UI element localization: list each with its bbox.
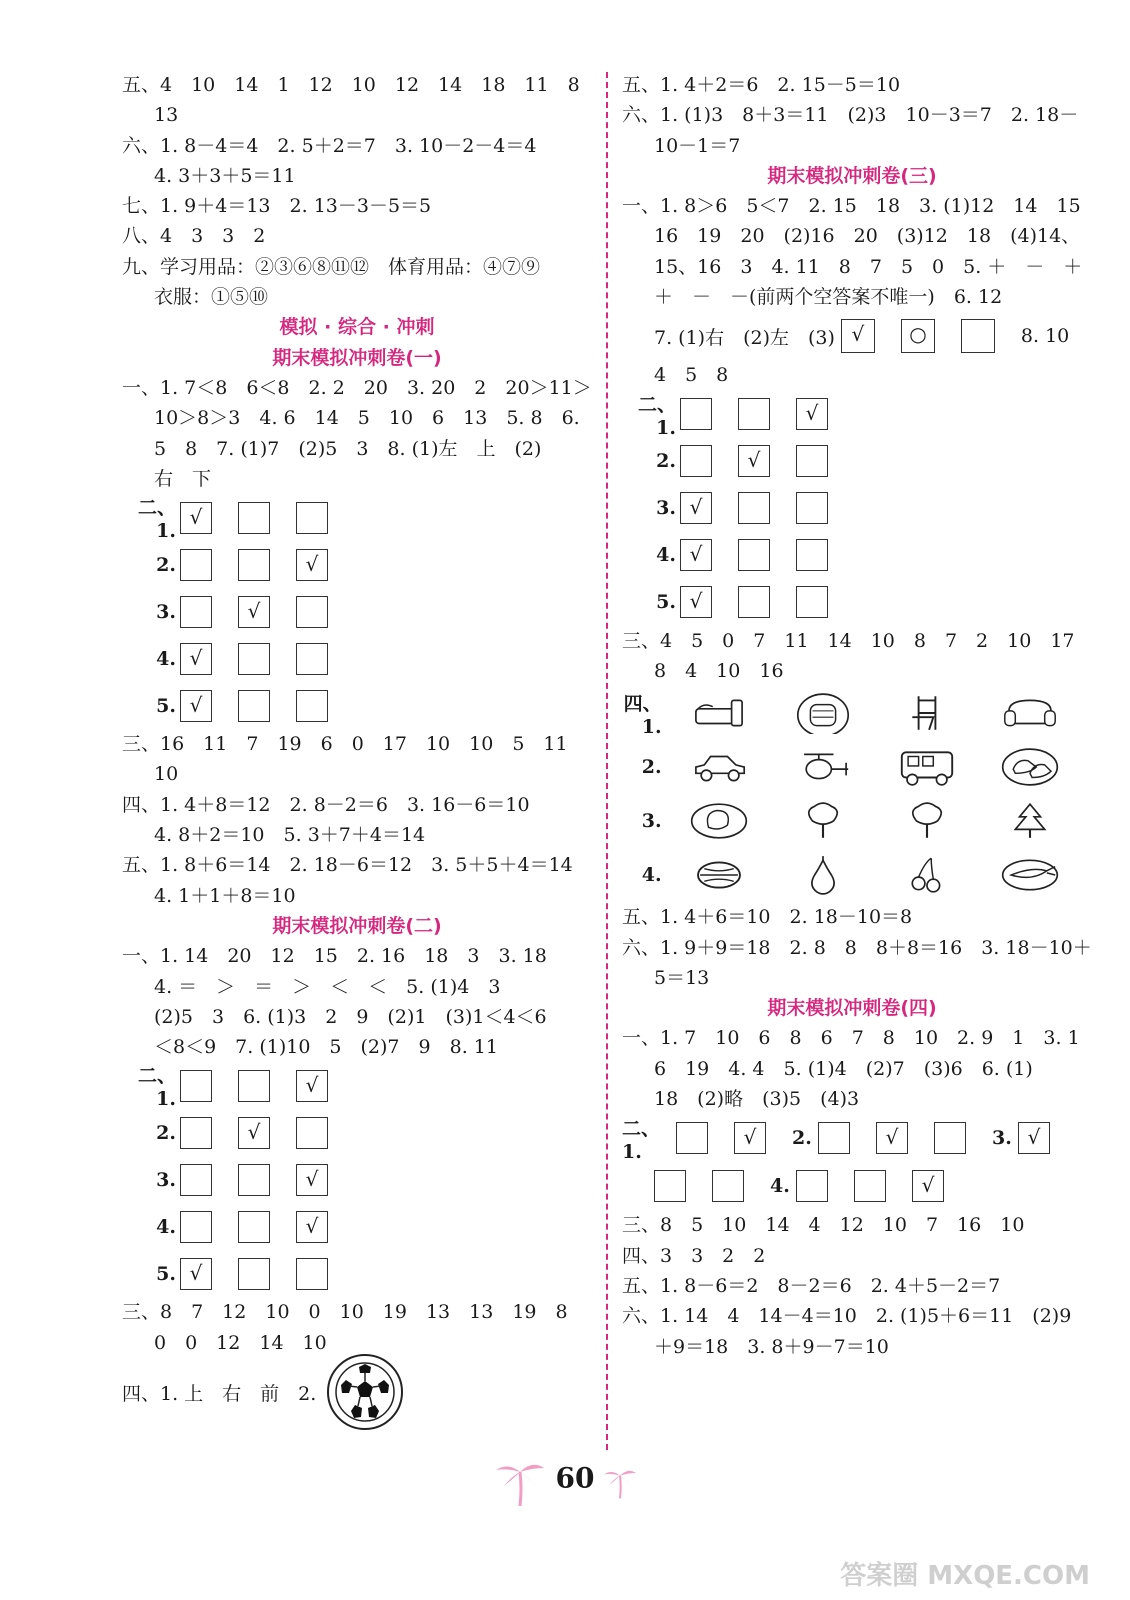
answer-box: [738, 539, 770, 571]
answer-line: 4. 1＋1＋8＝10: [154, 884, 296, 907]
answer-line: ＋ － －(前两个空答案不唯一) 6. 12: [654, 286, 1003, 309]
answer-line: 六、1. 14 4 14－4＝10 2. (1)5＋6＝11 (2)9: [622, 1305, 1072, 1328]
checkbox-row: [122, 541, 592, 588]
answer-line: 四、1. 4＋8＝12 2. 8－2＝6 3. 16－6＝10: [122, 793, 530, 816]
answer-line: 16 19 20 (2)16 20 (3)12 18 (4)14、: [654, 225, 1081, 248]
checkbox-row: [622, 438, 1082, 485]
answer-box: √: [738, 445, 770, 477]
question-number: 4.: [656, 544, 676, 567]
answer-box: [738, 586, 770, 618]
answer-box: [712, 1170, 744, 1202]
carrot-icon: [978, 854, 1082, 896]
question-number: 4.: [770, 1175, 790, 1198]
question-number: 2.: [641, 756, 662, 779]
answer-box: [238, 1258, 270, 1290]
exam-title: 期末模拟冲刺卷(四): [767, 997, 937, 1020]
exam-title: 期末模拟冲刺卷(三): [767, 164, 937, 187]
answer-line: 五、1. 4＋6＝10 2. 18－10＝8: [622, 906, 913, 929]
question-number: 3.: [656, 497, 676, 520]
answer-box: [296, 596, 328, 628]
answer-line: 15、16 3 4. 11 8 7 5 0 5. ＋ － ＋: [654, 255, 1083, 278]
answer-line: 5＝13: [654, 966, 710, 989]
answer-line: 13: [154, 104, 179, 127]
answer-box: √: [180, 643, 212, 675]
answer-box: √: [680, 539, 712, 571]
tree-icon: [875, 800, 979, 842]
answer-line: 10＞8＞3 4. 6 14 5 10 6 13 5. 8 6.: [154, 407, 580, 430]
answer-box: √: [841, 319, 875, 353]
answer-box: [180, 1211, 212, 1243]
answer-line: 4. 8＋2＝10 5. 3＋7＋4＝14: [154, 824, 426, 847]
checkbox-grid: [122, 494, 592, 729]
answer-line: 五、1. 8＋6＝14 2. 18－6＝12 3. 5＋5＋4＝14: [122, 854, 573, 877]
tree-icon: [771, 800, 875, 842]
checkbox-row: [622, 485, 1082, 532]
answer-box: [180, 1070, 212, 1102]
answer-box: √: [296, 1164, 328, 1196]
pine-tree-icon: [978, 800, 1082, 842]
question-number: 5.: [156, 1262, 176, 1285]
answer-box: √: [734, 1122, 766, 1154]
rice-cooker-icon: [771, 692, 875, 734]
answer-box: [654, 1170, 686, 1202]
answer-box: [238, 502, 270, 534]
answer-box: √: [680, 586, 712, 618]
answer-line: 6 19 4. 4 5. (1)4 (2)7 (3)6 6. (1): [654, 1057, 1033, 1080]
question-number: 3.: [156, 600, 176, 623]
answer-box: [818, 1122, 850, 1154]
checkbox-row: [122, 682, 592, 729]
right-column: [622, 70, 1092, 1362]
palm-tree-icon: [490, 1458, 550, 1508]
checkbox-row: [622, 579, 1082, 626]
picture-row: [622, 686, 1082, 740]
question-number: 4.: [156, 647, 176, 670]
watermelon-icon: [668, 854, 772, 896]
section-heading: 模拟 · 综合 · 冲刺: [279, 316, 435, 339]
answer-box: [680, 445, 712, 477]
sofa-icon: [978, 692, 1082, 734]
answer-box: [296, 643, 328, 675]
answer-box: [238, 690, 270, 722]
answer-box: [238, 1070, 270, 1102]
checkbox-grid: [122, 1062, 592, 1297]
bed-icon: [668, 692, 772, 734]
exam-title: 期末模拟冲刺卷(一): [272, 346, 442, 369]
answer-line: 五、4 10 14 1 12 10 12 14 18 11 8: [122, 74, 580, 96]
question-number: 3.: [641, 810, 662, 833]
question-number: 二、1.: [637, 393, 676, 439]
checkbox-row: [122, 494, 592, 541]
answer-line: 五、1. 4＋2＝6 2. 15－5＝10: [622, 74, 901, 96]
soccer-ball-icon: [326, 1353, 404, 1435]
answer-box: √: [296, 1070, 328, 1102]
question-number: 4.: [156, 1215, 176, 1238]
watermark: 答案圈 MXQE.COM: [840, 1561, 1090, 1591]
answer-box: [238, 1164, 270, 1196]
answer-box: [854, 1170, 886, 1202]
question-number: 5.: [156, 694, 176, 717]
answer-box: [738, 398, 770, 430]
shoes-icon: [978, 746, 1082, 788]
answer-line: 4 5 8: [654, 364, 729, 387]
helicopter-icon: [771, 746, 875, 788]
answer-line: 0 0 12 14 10: [154, 1331, 327, 1354]
answer-box: √: [180, 1258, 212, 1290]
answer-line: 一、1. 7 10 6 8 6 7 8 10 2. 9 1 3. 1: [622, 1027, 1080, 1050]
exam-title: 期末模拟冲刺卷(二): [272, 914, 442, 937]
answer-line: 一、1. 8＞6 5＜7 2. 15 18 3. (1)12 14 15: [622, 195, 1081, 218]
answer-line: 八、4 3 3 2: [122, 225, 266, 248]
van-icon: [875, 746, 979, 788]
picture-row: [622, 794, 1082, 848]
question-number: 2.: [156, 1121, 176, 1144]
question-number: 2.: [156, 553, 176, 576]
answer-box: [180, 596, 212, 628]
answer-box: [296, 1258, 328, 1290]
answer-box: √: [680, 492, 712, 524]
answer-box: ○: [901, 319, 935, 353]
answer-box: √: [180, 502, 212, 534]
answer-box: [180, 549, 212, 581]
answer-box: [238, 549, 270, 581]
checkbox-row: [122, 1250, 592, 1297]
answer-line: 4. 3＋3＋5＝11: [154, 164, 296, 187]
answer-line: 一、1. 14 20 12 15 2. 16 18 3 3. 18: [122, 945, 547, 968]
question-number: 2.: [656, 450, 676, 473]
picture-row: [622, 740, 1082, 794]
checkbox-row: [122, 1203, 592, 1250]
answer-line: 8 4 10 16: [654, 659, 784, 682]
answer-line: 10－1＝7: [654, 134, 741, 157]
answer-line: (2)5 3 6. (1)3 2 9 (2)1 (3)1＜4＜6: [154, 1005, 547, 1028]
palm-tree-icon: [600, 1465, 640, 1501]
answer-line: 三、8 5 10 14 4 12 10 7 16 10: [622, 1214, 1025, 1237]
answer-box: √: [876, 1122, 908, 1154]
answer-box: [296, 1117, 328, 1149]
question-number: 二、1.: [137, 497, 176, 543]
question-number: 二、1.: [622, 1117, 661, 1163]
answer-line: ＜8＜9 7. (1)10 5 (2)7 9 8. 11: [154, 1036, 498, 1059]
question-number: 二、1.: [137, 1065, 176, 1111]
answer-line: 三、4 5 0 7 11 14 10 8 7 2 10 17: [622, 629, 1075, 652]
checkbox-row: [622, 391, 1082, 438]
checkbox-row: [122, 588, 592, 635]
checkbox-row: [122, 635, 592, 682]
answer-box: √: [180, 690, 212, 722]
picture-grid: [622, 686, 1082, 902]
left-column: [122, 70, 592, 1430]
answer-box: [796, 445, 828, 477]
pear-icon: [771, 854, 875, 896]
column-divider: [606, 72, 608, 1450]
answer-box: [796, 1170, 828, 1202]
answer-box: [180, 1117, 212, 1149]
question-number: 4.: [641, 864, 662, 887]
answer-box: √: [796, 398, 828, 430]
answer-line: 18 (2)略 (3)5 (4)3: [654, 1088, 860, 1111]
page-number: 60: [555, 1461, 595, 1495]
answer-box: [796, 492, 828, 524]
answer-line: 九、学习用品：②③⑥⑧⑪⑫ 体育用品：④⑦⑨: [122, 255, 541, 278]
answer-box: √: [238, 596, 270, 628]
answer-box: [238, 1211, 270, 1243]
answer-box: √: [1018, 1122, 1050, 1154]
checkbox-row: [122, 1109, 592, 1156]
answer-line: 衣服：①⑤⑩: [154, 286, 269, 309]
answer-line: 六、1. 8－4＝4 2. 5＋2＝7 3. 10－2－4＝4: [122, 134, 537, 157]
question-number: 3.: [992, 1127, 1012, 1150]
answer-box: √: [912, 1170, 944, 1202]
answer-line: 七、1. 9＋4＝13 2. 13－3－5＝5: [122, 195, 432, 218]
answer-line: 三、16 11 7 19 6 0 17 10 10 5 11: [122, 733, 568, 756]
answer-line: 六、1. (1)3 8＋3＝11 (2)3 10－3＝7 2. 18－: [622, 104, 1079, 127]
answer-box: [961, 319, 995, 353]
question-number: 5.: [656, 591, 676, 614]
answer-text: 7. (1)右 (2)左 (3): [654, 326, 835, 349]
answer-box: √: [296, 549, 328, 581]
answer-line: 四、3 3 2 2: [622, 1244, 766, 1267]
answer-text: 8. 10: [1020, 325, 1070, 348]
cherry-icon: [875, 854, 979, 896]
question-number: 3.: [156, 1168, 176, 1191]
answer-line: 五、1. 8－6＝2 8－2＝6 2. 4＋5－2＝7: [622, 1274, 1001, 1297]
page-footer: [0, 1458, 1130, 1508]
answer-box: √: [238, 1117, 270, 1149]
chair-icon: [875, 692, 979, 734]
answer-line: 右 下: [154, 467, 212, 490]
answer-line: 六、1. 9＋9＝18 2. 8 8 8＋8＝16 3. 18－10＋: [622, 936, 1092, 959]
checkbox-row: [122, 1062, 592, 1109]
checkbox-grid: [622, 391, 1082, 626]
answer-line: ＋9＝18 3. 8＋9－7＝10: [654, 1335, 889, 1358]
question-number: 2.: [792, 1127, 812, 1150]
answer-box: [296, 502, 328, 534]
answer-box: [738, 492, 770, 524]
answer-box: [238, 643, 270, 675]
answer-box: [680, 398, 712, 430]
answer-box: [180, 1164, 212, 1196]
answer-line: 一、1. 7＜8 6＜8 2. 2 20 3. 20 2 20＞11＞: [122, 376, 592, 399]
answer-line: 四、1. 上 右 前 2.: [122, 1382, 317, 1405]
cabbage-icon: [668, 800, 772, 842]
picture-row: [622, 848, 1082, 902]
checkbox-row: [622, 532, 1082, 579]
checkbox-row: [122, 1156, 592, 1203]
answer-box: [934, 1122, 966, 1154]
answer-box: [296, 690, 328, 722]
answer-line: 三、8 7 12 10 0 10 19 13 13 19 8: [122, 1301, 568, 1324]
question-number: 四、1.: [623, 692, 662, 738]
answer-box: [796, 586, 828, 618]
answer-box: [796, 539, 828, 571]
car-icon: [668, 746, 772, 788]
answer-line: 10: [154, 763, 179, 786]
answer-box: [676, 1122, 708, 1154]
answer-box: √: [296, 1211, 328, 1243]
answer-line: 5 8 7. (1)7 (2)5 3 8. (1)左 上 (2): [154, 437, 542, 460]
answer-line: 4. ＝ ＞ ＝ ＞ ＜ ＜ 5. (1)4 3: [154, 975, 501, 998]
